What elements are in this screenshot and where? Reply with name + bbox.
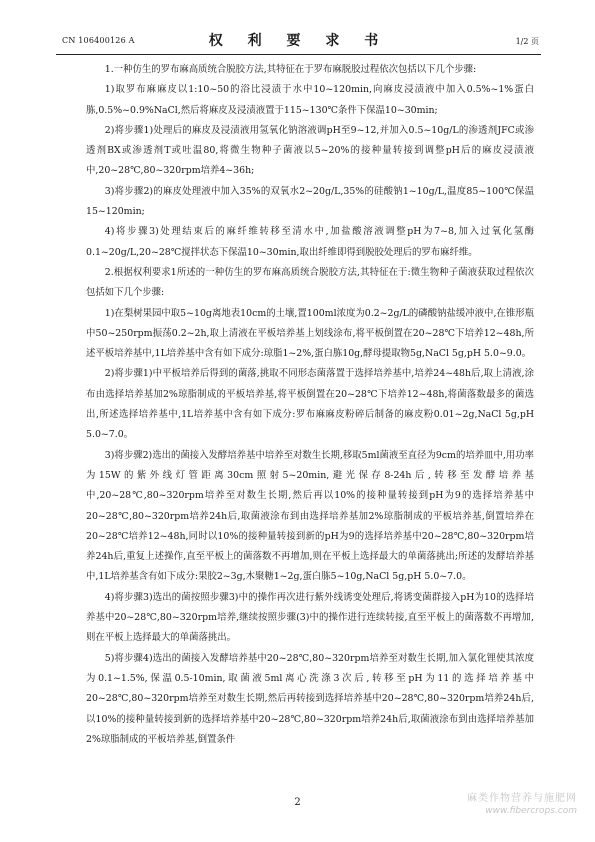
watermark-text: 麻类作物营养与施肥网 bbox=[467, 793, 577, 804]
claim-2-step-4: 4)将步骤3)选出的菌按照步骤3)中的操作再次进行紫外线诱变处理后,将诱变菌群接入pH为10的选择培养基中20~28℃,80~320rpm培养,继续按照步骤(3)中的操作进行连续转接,直至平板上的菌落数不再增加,则在平板上选择最大的单菌落挑出。 bbox=[86, 591, 534, 644]
claim-2-step-1: 1)在梨树果园中取5~10g离地表10cm的土壤,置100ml浓度为0.2~2g/L的磷酸钠盐缓冲液中,在锥形瓶中50~250rpm振荡0.2~2h,取上清液在平板培养基上划线涂布,将平板倒置在20~28℃下培养12~48h,所述平板培养基中,1L培养基中含有如下成分:琼脂1~2%,蛋白胨10g,酵母提取物5g,NaCl 5g,pH 5.0~9.0。 bbox=[86, 307, 534, 360]
watermark bbox=[427, 792, 577, 818]
document-title: 权 利 要 求 书 bbox=[208, 33, 389, 49]
claim-1-step-2: 2)将步骤1)处理后的麻皮及浸渍液用氢氧化钠溶液调pH至9~12,并加入0.5~10g/L的渗透剂JFC或渗透剂BX或渗透剂T或吐温80,将微生物种子菌液以5~20%的接种量转接到调整pH后的麻皮浸渍液中,20~28℃,80~320rpm培养4~36h; bbox=[86, 124, 534, 177]
claim-2-step-3: 3)将步骤2)选出的菌接入发酵培养基中培养至对数生长期,移取5ml菌液至直径为9cm的培养皿中,用功率为15W的紫外线灯管距离30cm照射5~20min,避光保存8-24h后,转移至发酵培养基中,20~28℃,80~320rpm培养至对数生长期,然后再以10%的接种量转接到pH为9的选择培养基中20~28℃,80~320rpm培养24h后,取菌液涂布到由选择培养基加2%琼脂制成的平板培养基,倒置培养在20~28℃培养12~48h,同时以10%的接种量转接到新的pH为9的选择培养基中20~28℃,80~320rpm培养24h后,重复上述操作,直至平板上的菌落数不再增加,则在平板上选择最大的单菌落挑出;所述的发酵培养基中,1L培养基含有如下成分:果胶2~3g,木聚糖1~2g,蛋白胨5~10g,NaCl 5g,pH 5.0~7.0。 bbox=[86, 449, 534, 583]
claim-2-step-2: 2)将步骤1)中平板培养后得到的菌落,挑取不同形态菌落置于选择培养基中,培养24~48h后,取上清液,涂布由选择培养基加2%琼脂制成的平板培养基,将平板倒置在20~28℃下培养12~48h,将菌落数最多的菌选出,所述选择培养基中,1L培养基中含有如下成分:罗布麻麻皮粉碎后制备的麻皮粉0.01~2g,NaCl 5g,pH 5.0~7.0。 bbox=[86, 368, 534, 441]
claim-1-step-4: 4)将步骤3)处理结束后的麻纤维转移至清水中,加盐酸溶液调整pH为7~8,加入过氧化氢酶0.1~20g/L,20~28℃搅拌状态下保温10~30min,取出纤维即得到脱胶处理后的罗布麻纤维。 bbox=[86, 226, 534, 258]
claim-1-step-1: 1)取罗布麻麻皮以1:10~50的浴比浸渍于水中10~120min,向麻皮浸渍液中加入0.5%~1%蛋白胨,0.5%~0.9%NaCl,然后将麻皮及浸渍液置于115~130℃条件下保温10~30min; bbox=[86, 84, 534, 116]
page-indicator: 1/2 页 bbox=[515, 37, 539, 46]
header-rule bbox=[56, 54, 541, 55]
claim-2-intro: 2.根据权利要求1所述的一种仿生的罗布麻高质统合脱胶方法,其特征在于:微生物种子菌液获取过程依次包括如下几个步骤: bbox=[86, 266, 534, 299]
page-header bbox=[56, 28, 541, 54]
claims-body bbox=[86, 60, 534, 750]
claim-2-step-5: 5)将步骤4)选出的菌接入发酵培养基中20~28℃,80~320rpm培养至对数生长期,加入氯化锂使其浓度为0.1~1.5%,保温0.5-10min,取菌液5ml离心洗涤3次后,转移至pH为11的选择培养基中20~28℃,80~320rpm培养至对数生长期,然后再转接到选择培养基中20~28℃,80~320rpm培养24h后,以10%的接种量转接到新的选择培养基中20~28℃,80~320rpm培养24h后,取菌液涂布到由选择培养基加2%琼脂制成的平板培养基,倒置条件 bbox=[86, 652, 534, 745]
claim-1-intro: 1.一种仿生的罗布麻高质统合脱胶方法,其特征在于罗布麻脱胶过程依次包括以下几个步骤: bbox=[104, 64, 477, 75]
watermark-url: www.fibercrops.com bbox=[485, 806, 577, 816]
claim-1-step-3: 3)将步骤2)的麻皮处理液中加入35%的双氧水2~20g/L,35%的硅酸钠1~10g/L,温度85~100℃保温15~120min; bbox=[86, 185, 534, 218]
publication-number: CN 106400126 A bbox=[62, 36, 135, 45]
page-number: 2 bbox=[294, 797, 301, 808]
